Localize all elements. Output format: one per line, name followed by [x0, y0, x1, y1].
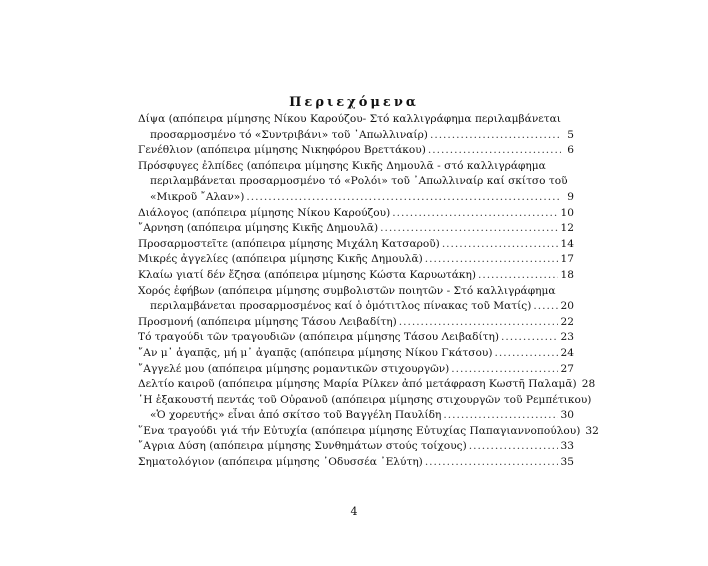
toc-entry-text: Προσμονή (απόπειρα μίμησης Τάσου Λειβαδίτη) — [138, 315, 397, 328]
toc-entry-line — [138, 252, 574, 268]
toc-entry — [138, 393, 592, 424]
dot-leader — [425, 455, 558, 471]
dot-leader — [442, 237, 558, 253]
toc-entry-page: 17 — [560, 253, 574, 266]
toc-entry-line — [138, 346, 574, 362]
toc-entry — [138, 268, 574, 284]
toc-entry — [138, 252, 574, 268]
toc-entry-page: 5 — [567, 128, 574, 141]
toc-entry-line — [138, 221, 574, 237]
toc-entry — [138, 112, 574, 143]
toc-entry-text: Γενέθλιον (απόπειρα μίμησης Νικηφόρου Βρεττάκου) — [138, 144, 426, 157]
toc-entry-page: 27 — [560, 362, 574, 375]
dot-leader — [430, 128, 561, 144]
toc-entry-text: ῞Ενα τραγούδι γιά τήν Εὐτυχία (απόπειρα μίμησης Εὐτυχίας Παπαγιαννοπούλου) — [138, 424, 581, 437]
toc-entry-text: ῾Η ἐξακουστή πεντάς τοῦ Οὐρανοῦ (απόπειρα μίμησης στιχουργῶν τοῦ Ρεμπέτικου) — [138, 393, 592, 406]
toc-entry-line — [138, 112, 574, 128]
toc-entry-text: ῎Αγγελέ μου (απόπειρα μίμησης ρομαντικῶν στιχουργῶν) — [138, 362, 450, 375]
toc-entry-text: περιλαμβάνεται προσαρμοσμένος καί ὁ ὁμότιτλος πίνακας τοῦ Ματίς) — [150, 300, 532, 313]
toc-entry-line — [138, 377, 596, 393]
toc-entry-line — [138, 315, 574, 331]
toc-entry-page: 30 — [560, 409, 574, 422]
toc-entry-page: 22 — [560, 315, 574, 328]
toc-entry-page: 28 — [581, 378, 596, 391]
toc-entry-text: Διάλογος (απόπειρα μίμησης Νίκου Καρούζου) — [138, 206, 391, 219]
toc-entry-page: 10 — [560, 206, 574, 219]
table-of-contents — [138, 112, 599, 471]
dot-leader — [380, 221, 557, 237]
toc-entry-line — [138, 439, 574, 455]
toc-entry-text: «Μικροῦ ῎Αλαν») — [150, 190, 245, 203]
toc-entry-line — [138, 299, 574, 315]
toc-entry — [138, 284, 574, 315]
toc-entry-page: 23 — [560, 331, 574, 344]
toc-entry-line — [138, 190, 574, 206]
toc-entry-text: Χορός ἐφήβων (απόπειρα μίμησης συμβολιστῶν ποιητῶν - Στό καλλιγράφημα — [138, 284, 556, 297]
toc-entry-text: ῎Αγρια Δύση (απόπειρα μίμησης Συνθημάτων στούς τοίχους) — [138, 440, 467, 453]
toc-entry-page: 33 — [560, 440, 574, 453]
toc-entry — [138, 455, 574, 471]
toc-entry — [138, 221, 574, 237]
toc-entry — [138, 143, 574, 159]
toc-entry-text: Προσαρμοστεῖτε (απόπειρα μίμησης Μιχάλη Κατσαροῦ) — [138, 237, 440, 250]
toc-entry-line — [138, 143, 574, 159]
toc-entry-page: 14 — [560, 237, 574, 250]
toc-entry — [138, 362, 574, 378]
dot-leader — [478, 268, 558, 284]
toc-entry-line — [138, 330, 574, 346]
toc-entry — [138, 377, 596, 393]
toc-entry-text: ῎Αν μ᾿ ἀγαπᾷς, μή μ᾿ ἀγαπᾷς (απόπειρα μίμησης Νίκου Γκάτσου) — [138, 346, 493, 359]
toc-entry-text: «Ὁ χορευτής» εἶναι ἀπό σκίτσο τοῦ Βαγγέλη Παυλίδη — [150, 409, 442, 422]
toc-entry-line — [138, 362, 574, 378]
dot-leader — [501, 330, 558, 346]
toc-entry-text: ῎Αρνηση (απόπειρα μίμησης Κικῆς Δημουλᾶ) — [138, 222, 379, 235]
dot-leader — [392, 206, 557, 222]
toc-entry — [138, 159, 574, 206]
dot-leader — [443, 408, 557, 424]
toc-entry — [138, 330, 574, 346]
dot-leader — [428, 143, 561, 159]
page-title: Περιεχόμενα — [289, 95, 419, 110]
toc-entry-line — [138, 455, 574, 471]
toc-entry — [138, 237, 574, 253]
toc-entry-line — [138, 408, 574, 424]
toc-entry-text: Σηματολόγιον (απόπειρα μίμησης ᾿Οδυσσέα ᾿Ελύτη) — [138, 456, 423, 469]
dot-leader — [246, 190, 561, 206]
toc-entry-line — [138, 268, 574, 284]
toc-entry-line — [138, 237, 574, 253]
toc-entry-page: 12 — [560, 222, 574, 235]
toc-entry-page: 18 — [560, 268, 574, 281]
toc-entry-line — [138, 284, 574, 300]
toc-entry-text: Κλαίω γιατί δέν ἔζησα (απόπειρα μίμησης Κώστα Καρυωτάκη) — [138, 268, 476, 281]
toc-entry-page: 32 — [585, 424, 599, 437]
toc-entry-text: Δίψα (απόπειρα μίμησης Νίκου Καρούζου- Στό καλλιγράφημα περιλαμβάνεται — [138, 113, 561, 125]
toc-entry-text: Μικρές ἀγγελίες (απόπειρα μίμησης Κικῆς Δημουλᾶ) — [138, 253, 423, 266]
toc-entry-text: Δελτίο καιροῦ (απόπειρα μίμησης Μαρία Ρίλκεν ἀπό μετάφραση Κωστῆ Παλαμᾶ) — [138, 378, 577, 391]
toc-entry-page: 24 — [560, 346, 574, 359]
page-number: 4 — [350, 505, 358, 518]
toc-entry — [138, 206, 574, 222]
toc-entry-line — [138, 393, 592, 409]
dot-leader — [494, 346, 557, 362]
toc-entry-page: 20 — [560, 300, 574, 313]
toc-entry-text: Πρόσφυγες ἐλπίδες (απόπειρα μίμησης Κικῆς Δημουλᾶ - στό καλλιγράφημα — [138, 159, 546, 172]
toc-entry-line — [138, 424, 599, 440]
toc-entry-page: 35 — [560, 456, 574, 469]
toc-entry-line — [138, 159, 574, 175]
toc-entry — [138, 315, 574, 331]
toc-entry-text: περιλαμβάνεται προσαρμοσμένο τό «Ρολόι» τοῦ ᾿Απωλλιναίρ καί σκίτσο τοῦ — [150, 175, 568, 188]
toc-entry — [138, 346, 574, 362]
toc-entry-line — [138, 206, 574, 222]
toc-entry-text: προσαρμοσμένο τό «Συντριβάνι» τοῦ ᾿Απωλλιναίρ) — [150, 128, 428, 141]
toc-entry-page: 9 — [567, 190, 574, 203]
dot-leader — [451, 362, 557, 378]
toc-entry-line — [138, 128, 574, 144]
dot-leader — [425, 252, 558, 268]
toc-entry-line — [138, 174, 574, 190]
toc-entry-text: Τό τραγούδι τῶν τραγουδιῶν (απόπειρα μίμησης Τάσου Λειβαδίτη) — [138, 331, 499, 344]
dot-leader — [533, 299, 557, 315]
dot-leader — [399, 315, 558, 331]
dot-leader — [469, 439, 558, 455]
toc-entry — [138, 424, 599, 440]
toc-entry — [138, 439, 574, 455]
toc-entry-page: 6 — [567, 144, 574, 157]
